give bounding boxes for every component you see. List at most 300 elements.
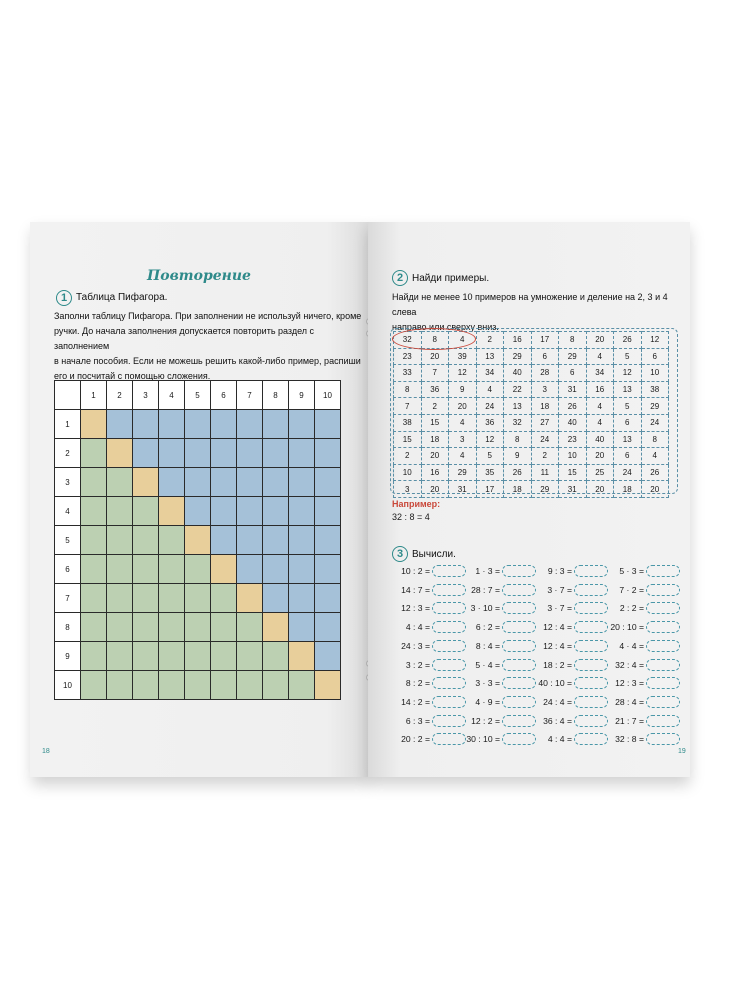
grid-cell: 4 xyxy=(449,332,477,349)
answer-box[interactable] xyxy=(574,584,608,596)
row-header: 9 xyxy=(55,642,81,671)
answer-box[interactable] xyxy=(574,696,608,708)
table-cell[interactable] xyxy=(185,671,211,700)
table-cell[interactable] xyxy=(263,410,289,439)
table-cell[interactable] xyxy=(133,613,159,642)
calc-exercise xyxy=(462,715,536,727)
answer-box[interactable] xyxy=(646,565,680,577)
answer-box[interactable] xyxy=(646,640,680,652)
calc-exercise xyxy=(606,565,680,577)
calc-expression: 20 : 2 = xyxy=(401,734,430,745)
grid-cell: 40 xyxy=(559,414,587,431)
row-header: 3 xyxy=(55,468,81,497)
grid-cell: 23 xyxy=(394,348,422,365)
table-cell[interactable] xyxy=(211,642,237,671)
table-cell[interactable] xyxy=(315,584,341,613)
row-header: 4 xyxy=(55,497,81,526)
grid-cell: 18 xyxy=(614,481,642,498)
calc-exercise xyxy=(606,677,680,689)
grid-cell: 13 xyxy=(614,381,642,398)
grid-cell: 12 xyxy=(641,332,669,349)
grid-cell: 20 xyxy=(586,481,614,498)
calc-expression: 28 : 7 = xyxy=(471,584,500,595)
table-cell[interactable] xyxy=(263,439,289,468)
grid-cell: 8 xyxy=(421,332,449,349)
calc-exercise xyxy=(392,565,466,577)
column-header: 2 xyxy=(107,381,133,410)
grid-cell: 26 xyxy=(641,464,669,481)
grid-cell: 39 xyxy=(449,348,477,365)
table-cell-diagonal[interactable] xyxy=(315,671,341,700)
calc-exercise xyxy=(606,640,680,652)
calc-expression: 24 : 4 = xyxy=(543,696,572,707)
answer-box[interactable] xyxy=(432,659,466,671)
table-cell[interactable] xyxy=(133,526,159,555)
instruction-line: Заполни таблицу Пифагора. При заполнении не используй ничего, кроме xyxy=(54,311,362,321)
section-1-title: Таблица Пифагора. xyxy=(76,292,168,303)
table-cell[interactable] xyxy=(315,613,341,642)
table-cell-diagonal[interactable] xyxy=(133,468,159,497)
calc-expression: 12 : 3 = xyxy=(401,603,430,614)
grid-cell: 6 xyxy=(614,414,642,431)
section-1-number: 1 xyxy=(56,290,72,306)
table-cell[interactable] xyxy=(185,555,211,584)
calc-expression: 3 · 7 = xyxy=(547,584,572,595)
calc-exercise xyxy=(606,602,680,614)
column-header: 5 xyxy=(185,381,211,410)
answer-box[interactable] xyxy=(574,602,608,614)
table-cell[interactable] xyxy=(263,584,289,613)
table-cell[interactable] xyxy=(107,555,133,584)
table-cell-diagonal[interactable] xyxy=(81,410,107,439)
table-cell[interactable] xyxy=(211,526,237,555)
page-number-right: 19 xyxy=(678,748,686,755)
calc-expression: 4 : 4 = xyxy=(405,622,430,633)
calc-exercise xyxy=(606,659,680,671)
calc-expression: 3 · 3 = xyxy=(475,678,500,689)
grid-cell: 5 xyxy=(476,448,504,465)
table-cell[interactable] xyxy=(159,584,185,613)
grid-cell: 8 xyxy=(559,332,587,349)
table-cell[interactable] xyxy=(107,497,133,526)
grid-cell: 26 xyxy=(614,332,642,349)
calc-expression: 1 · 3 = xyxy=(475,566,500,576)
grid-cell: 18 xyxy=(531,398,559,415)
calc-exercise xyxy=(534,696,608,708)
instruction-line: ручки. До начала заполнения допускается повторить раздел с заполнением xyxy=(54,326,315,351)
grid-cell: 34 xyxy=(476,365,504,382)
table-cell[interactable] xyxy=(133,671,159,700)
grid-cell: 27 xyxy=(531,414,559,431)
table-cell[interactable] xyxy=(159,410,185,439)
calc-exercise xyxy=(606,733,680,745)
table-corner xyxy=(55,381,81,410)
column-header: 1 xyxy=(81,381,107,410)
grid-cell: 12 xyxy=(476,431,504,448)
table-cell[interactable] xyxy=(237,439,263,468)
grid-cell: 25 xyxy=(586,464,614,481)
table-cell[interactable] xyxy=(185,410,211,439)
calc-expression: 12 : 2 = xyxy=(471,715,500,726)
calc-exercise xyxy=(392,659,466,671)
answer-box[interactable] xyxy=(502,602,536,614)
table-cell-diagonal[interactable] xyxy=(211,555,237,584)
grid-cell: 8 xyxy=(641,431,669,448)
table-cell[interactable] xyxy=(237,497,263,526)
table-cell[interactable] xyxy=(211,671,237,700)
calc-expression: 12 : 4 = xyxy=(543,640,572,651)
example-text: 32 : 8 = 4 xyxy=(392,512,430,522)
grid-cell: 16 xyxy=(586,381,614,398)
table-cell[interactable] xyxy=(185,497,211,526)
calc-exercise xyxy=(392,584,466,596)
table-cell[interactable] xyxy=(211,410,237,439)
table-cell[interactable] xyxy=(107,671,133,700)
grid-cell: 26 xyxy=(504,464,532,481)
answer-box[interactable] xyxy=(646,733,680,745)
grid-cell: 18 xyxy=(504,481,532,498)
answer-box[interactable] xyxy=(432,696,466,708)
pythagoras-table xyxy=(54,380,341,700)
grid-cell: 6 xyxy=(641,348,669,365)
calc-expression: 28 : 4 = xyxy=(615,696,644,707)
table-cell[interactable] xyxy=(107,642,133,671)
answer-box[interactable] xyxy=(432,565,466,577)
answer-box[interactable] xyxy=(502,715,536,727)
table-cell[interactable] xyxy=(211,584,237,613)
page-number-left: 18 xyxy=(42,748,50,755)
table-cell[interactable] xyxy=(315,439,341,468)
answer-box[interactable] xyxy=(646,659,680,671)
calc-exercise xyxy=(462,565,536,577)
table-cell[interactable] xyxy=(81,439,107,468)
table-cell[interactable] xyxy=(185,584,211,613)
grid-cell: 31 xyxy=(449,481,477,498)
right-page xyxy=(368,222,690,777)
table-cell[interactable] xyxy=(159,439,185,468)
grid-cell: 31 xyxy=(559,381,587,398)
table-cell[interactable] xyxy=(107,526,133,555)
grid-cell: 29 xyxy=(641,398,669,415)
grid-cell: 24 xyxy=(614,464,642,481)
calc-expression: 7 · 2 = xyxy=(619,584,644,595)
table-cell[interactable] xyxy=(237,642,263,671)
column-header: 8 xyxy=(263,381,289,410)
calc-expression: 5 · 3 = xyxy=(619,566,644,576)
row-header: 1 xyxy=(55,410,81,439)
answer-box[interactable] xyxy=(432,621,466,633)
calc-expression: 4 · 9 = xyxy=(475,696,500,707)
section-3-title: Вычисли. xyxy=(412,549,456,560)
calc-exercise xyxy=(392,640,466,652)
calc-exercise xyxy=(392,715,466,727)
grid-cell: 34 xyxy=(586,365,614,382)
grid-cell: 11 xyxy=(531,464,559,481)
grid-cell: 2 xyxy=(476,332,504,349)
table-cell[interactable] xyxy=(263,526,289,555)
table-cell-diagonal[interactable] xyxy=(159,497,185,526)
grid-cell: 3 xyxy=(531,381,559,398)
table-cell[interactable] xyxy=(289,671,315,700)
calc-exercise xyxy=(534,677,608,689)
column-header: 4 xyxy=(159,381,185,410)
table-cell[interactable] xyxy=(159,526,185,555)
grid-cell: 23 xyxy=(559,431,587,448)
table-cell[interactable] xyxy=(211,468,237,497)
calc-expression: 32 : 4 = xyxy=(615,659,644,670)
grid-cell: 10 xyxy=(641,365,669,382)
table-cell[interactable] xyxy=(133,584,159,613)
grid-cell: 4 xyxy=(586,398,614,415)
calc-exercise xyxy=(534,565,608,577)
grid-cell: 2 xyxy=(531,448,559,465)
section-1-instructions xyxy=(54,309,364,384)
grid-cell: 4 xyxy=(586,414,614,431)
grid-cell: 16 xyxy=(504,332,532,349)
calc-exercise xyxy=(392,696,466,708)
answer-box[interactable] xyxy=(432,733,466,745)
table-cell[interactable] xyxy=(315,526,341,555)
instruction-line: в начале пособия. Если не можешь решить какой-либо пример, распиши xyxy=(54,356,361,366)
grid-cell: 20 xyxy=(449,398,477,415)
grid-cell: 2 xyxy=(421,398,449,415)
grid-cell: 13 xyxy=(476,348,504,365)
grid-cell: 20 xyxy=(586,332,614,349)
column-header: 10 xyxy=(315,381,341,410)
instruction-line: направо или сверху вниз. xyxy=(392,322,499,332)
answer-box[interactable] xyxy=(502,696,536,708)
grid-cell: 12 xyxy=(614,365,642,382)
table-cell[interactable] xyxy=(81,671,107,700)
table-cell[interactable] xyxy=(81,613,107,642)
answer-box[interactable] xyxy=(502,584,536,596)
row-header: 5 xyxy=(55,526,81,555)
grid-cell: 33 xyxy=(394,365,422,382)
grid-cell: 15 xyxy=(421,414,449,431)
calc-exercise xyxy=(462,640,536,652)
table-cell[interactable] xyxy=(185,613,211,642)
answer-box[interactable] xyxy=(646,715,680,727)
calc-exercise xyxy=(534,715,608,727)
table-cell[interactable] xyxy=(81,584,107,613)
calc-expression: 14 : 2 = xyxy=(401,696,430,707)
calc-expression: 3 : 2 = xyxy=(405,659,430,670)
grid-cell: 24 xyxy=(641,414,669,431)
table-cell[interactable] xyxy=(81,497,107,526)
table-cell[interactable] xyxy=(315,468,341,497)
table-cell[interactable] xyxy=(81,526,107,555)
answer-box[interactable] xyxy=(574,640,608,652)
table-cell[interactable] xyxy=(159,642,185,671)
calc-exercise xyxy=(462,584,536,596)
column-header: 6 xyxy=(211,381,237,410)
grid-cell: 36 xyxy=(476,414,504,431)
answer-box[interactable] xyxy=(502,733,536,745)
table-cell[interactable] xyxy=(315,642,341,671)
table-cell[interactable] xyxy=(107,410,133,439)
calc-expression: 24 : 3 = xyxy=(401,640,430,651)
table-cell[interactable] xyxy=(263,671,289,700)
row-header: 10 xyxy=(55,671,81,700)
table-cell[interactable] xyxy=(211,497,237,526)
calc-expression: 6 : 3 = xyxy=(405,715,430,726)
answer-box[interactable] xyxy=(502,640,536,652)
page-title: Повторение xyxy=(147,268,251,284)
answer-box[interactable] xyxy=(574,659,608,671)
grid-cell: 29 xyxy=(559,348,587,365)
answer-box[interactable] xyxy=(574,565,608,577)
table-cell[interactable] xyxy=(263,555,289,584)
grid-cell: 20 xyxy=(586,448,614,465)
answer-box[interactable] xyxy=(574,677,608,689)
grid-cell: 6 xyxy=(614,448,642,465)
left-page xyxy=(30,222,368,777)
answer-box[interactable] xyxy=(646,696,680,708)
table-cell[interactable] xyxy=(315,410,341,439)
table-cell[interactable] xyxy=(107,584,133,613)
answer-box[interactable] xyxy=(502,621,536,633)
table-cell-diagonal[interactable] xyxy=(185,526,211,555)
calc-exercise xyxy=(534,733,608,745)
answer-box[interactable] xyxy=(502,565,536,577)
grid-cell: 29 xyxy=(531,481,559,498)
calc-exercise xyxy=(462,696,536,708)
table-cell[interactable] xyxy=(81,555,107,584)
grid-cell: 38 xyxy=(641,381,669,398)
table-cell[interactable] xyxy=(289,555,315,584)
table-cell[interactable] xyxy=(133,555,159,584)
grid-cell: 40 xyxy=(586,431,614,448)
table-cell[interactable] xyxy=(289,410,315,439)
table-cell[interactable] xyxy=(107,613,133,642)
table-cell[interactable] xyxy=(289,468,315,497)
calc-exercise xyxy=(606,696,680,708)
answer-box[interactable] xyxy=(574,621,608,633)
table-cell[interactable] xyxy=(159,671,185,700)
calc-expression: 20 : 10 = xyxy=(610,622,644,633)
table-cell[interactable] xyxy=(263,497,289,526)
calc-exercise xyxy=(392,602,466,614)
section-2-number: 2 xyxy=(392,270,408,286)
table-cell[interactable] xyxy=(211,613,237,642)
calc-exercise xyxy=(606,715,680,727)
grid-cell: 20 xyxy=(421,481,449,498)
calc-exercise xyxy=(392,677,466,689)
grid-cell: 15 xyxy=(394,431,422,448)
row-header: 7 xyxy=(55,584,81,613)
calc-exercise xyxy=(392,733,466,745)
grid-cell: 16 xyxy=(421,464,449,481)
grid-cell: 7 xyxy=(394,398,422,415)
answer-box[interactable] xyxy=(432,602,466,614)
table-cell[interactable] xyxy=(315,555,341,584)
answer-box[interactable] xyxy=(502,659,536,671)
answer-box[interactable] xyxy=(502,677,536,689)
table-cell-diagonal[interactable] xyxy=(263,613,289,642)
table-cell[interactable] xyxy=(159,613,185,642)
table-cell[interactable] xyxy=(263,642,289,671)
table-cell[interactable] xyxy=(133,439,159,468)
table-cell[interactable] xyxy=(133,410,159,439)
table-cell[interactable] xyxy=(289,497,315,526)
grid-cell: 31 xyxy=(559,481,587,498)
table-cell-diagonal[interactable] xyxy=(107,439,133,468)
table-cell[interactable] xyxy=(133,497,159,526)
calc-expression: 10 : 2 = xyxy=(401,566,430,576)
calc-exercise xyxy=(534,602,608,614)
table-cell[interactable] xyxy=(81,642,107,671)
answer-box[interactable] xyxy=(432,584,466,596)
grid-cell: 4 xyxy=(641,448,669,465)
calc-exercise xyxy=(392,621,466,633)
answer-box[interactable] xyxy=(646,584,680,596)
table-cell[interactable] xyxy=(107,468,133,497)
answer-box[interactable] xyxy=(646,677,680,689)
answer-box[interactable] xyxy=(646,602,680,614)
table-cell[interactable] xyxy=(289,613,315,642)
table-cell[interactable] xyxy=(237,410,263,439)
row-header: 8 xyxy=(55,613,81,642)
calc-expression: 4 : 4 = xyxy=(547,734,572,745)
calc-exercise xyxy=(462,733,536,745)
calc-exercise xyxy=(606,621,680,633)
table-cell-diagonal[interactable] xyxy=(289,642,315,671)
table-cell[interactable] xyxy=(237,671,263,700)
answer-box[interactable] xyxy=(574,733,608,745)
answer-box[interactable] xyxy=(432,640,466,652)
grid-cell: 7 xyxy=(421,365,449,382)
table-cell[interactable] xyxy=(237,613,263,642)
table-cell[interactable] xyxy=(237,526,263,555)
table-cell[interactable] xyxy=(211,439,237,468)
table-cell[interactable] xyxy=(237,555,263,584)
calc-exercise xyxy=(462,659,536,671)
grid-cell: 10 xyxy=(394,464,422,481)
answer-box[interactable] xyxy=(432,715,466,727)
table-cell-diagonal[interactable] xyxy=(237,584,263,613)
section-3-number: 3 xyxy=(392,546,408,562)
grid-cell: 29 xyxy=(504,348,532,365)
calc-expression: 3 · 7 = xyxy=(547,603,572,614)
grid-cell: 32 xyxy=(504,414,532,431)
calc-expression: 8 : 4 = xyxy=(475,640,500,651)
table-cell[interactable] xyxy=(237,468,263,497)
grid-cell: 20 xyxy=(421,348,449,365)
grid-cell: 4 xyxy=(476,381,504,398)
table-cell[interactable] xyxy=(315,497,341,526)
section-2-title: Найди примеры. xyxy=(412,273,490,284)
table-cell[interactable] xyxy=(133,642,159,671)
answer-box[interactable] xyxy=(432,677,466,689)
table-cell[interactable] xyxy=(263,468,289,497)
table-cell[interactable] xyxy=(185,439,211,468)
answer-box[interactable] xyxy=(646,621,680,633)
example-highlight-ring xyxy=(392,328,476,350)
table-cell[interactable] xyxy=(289,584,315,613)
table-cell[interactable] xyxy=(289,439,315,468)
table-cell[interactable] xyxy=(185,468,211,497)
grid-cell: 22 xyxy=(504,381,532,398)
table-cell[interactable] xyxy=(159,468,185,497)
grid-cell: 29 xyxy=(449,464,477,481)
calc-expression: 12 : 3 = xyxy=(615,678,644,689)
table-cell[interactable] xyxy=(289,526,315,555)
table-cell[interactable] xyxy=(185,642,211,671)
table-cell[interactable] xyxy=(81,468,107,497)
grid-cell: 8 xyxy=(504,431,532,448)
table-cell[interactable] xyxy=(159,555,185,584)
answer-box[interactable] xyxy=(574,715,608,727)
